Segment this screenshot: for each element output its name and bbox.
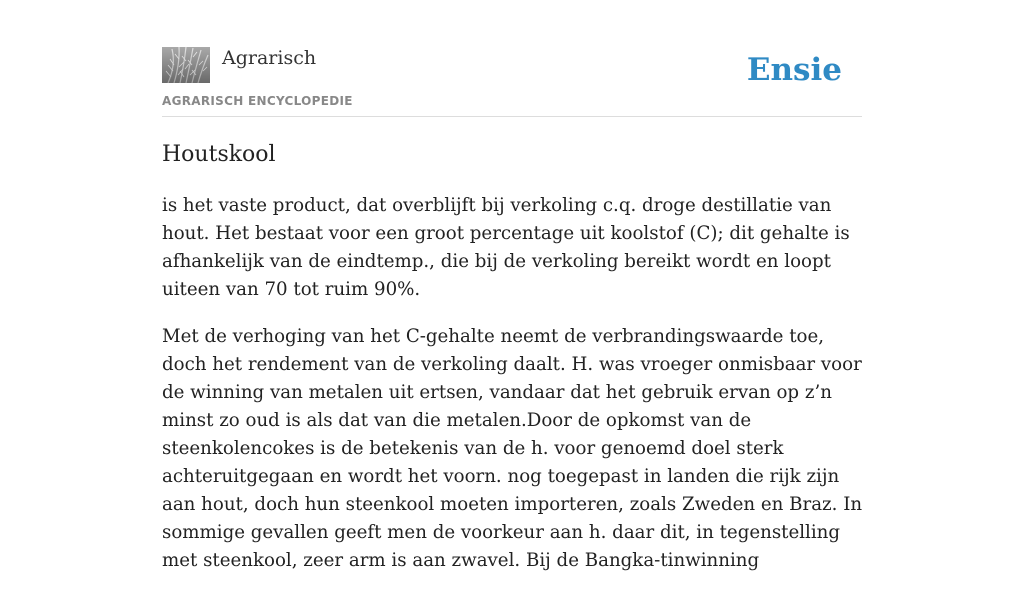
article-paragraph: is het vaste product, dat overblijft bij verkoling c.q. droge destillatie van hout. Het bestaat voor een groot percentage uit koolstof (C); dit gehalte is afhankelijk van de eindtemp., die bij de verkoling bereikt wordt en loopt uiteen van 70 tot ruim 90%.	[162, 195, 850, 300]
publication-name[interactable]: Agrarisch	[222, 47, 317, 69]
header	[162, 44, 862, 117]
encyclopedia-label[interactable]: AGRARISCH ENCYCLOPEDIE	[162, 94, 353, 108]
article-paragraph: Met de verhoging van het C-gehalte neemt de verbrandingswaarde toe, doch het rendement van de verkoling daalt. H. was vroeger onmisbaar voor de winning van metalen uit ertsen, vandaar dat het gebruik ervan op z’n minst zo oud is als dat van die metalen.Door de opkomst van de steenkolencokes is de betekenis van de h. voor genoemd doel sterk achteruitgegaan en wordt het voorn. nog toegepast in landen die rijk zijn aan hout, doch hun steenkool moeten importeren, zoals Zweden en Braz. In sommige gevallen geeft men de voorkeur aan h. daar dit, in tegenstelling met steenkool, zeer arm is aan zwavel. Bij de Bangka-tinwinning	[162, 326, 863, 571]
wheat-sheaf-icon[interactable]	[162, 47, 210, 83]
article-title: Houtskool	[162, 142, 276, 167]
brand-logo[interactable]: Ensie	[746, 52, 842, 88]
article-body	[162, 192, 864, 594]
